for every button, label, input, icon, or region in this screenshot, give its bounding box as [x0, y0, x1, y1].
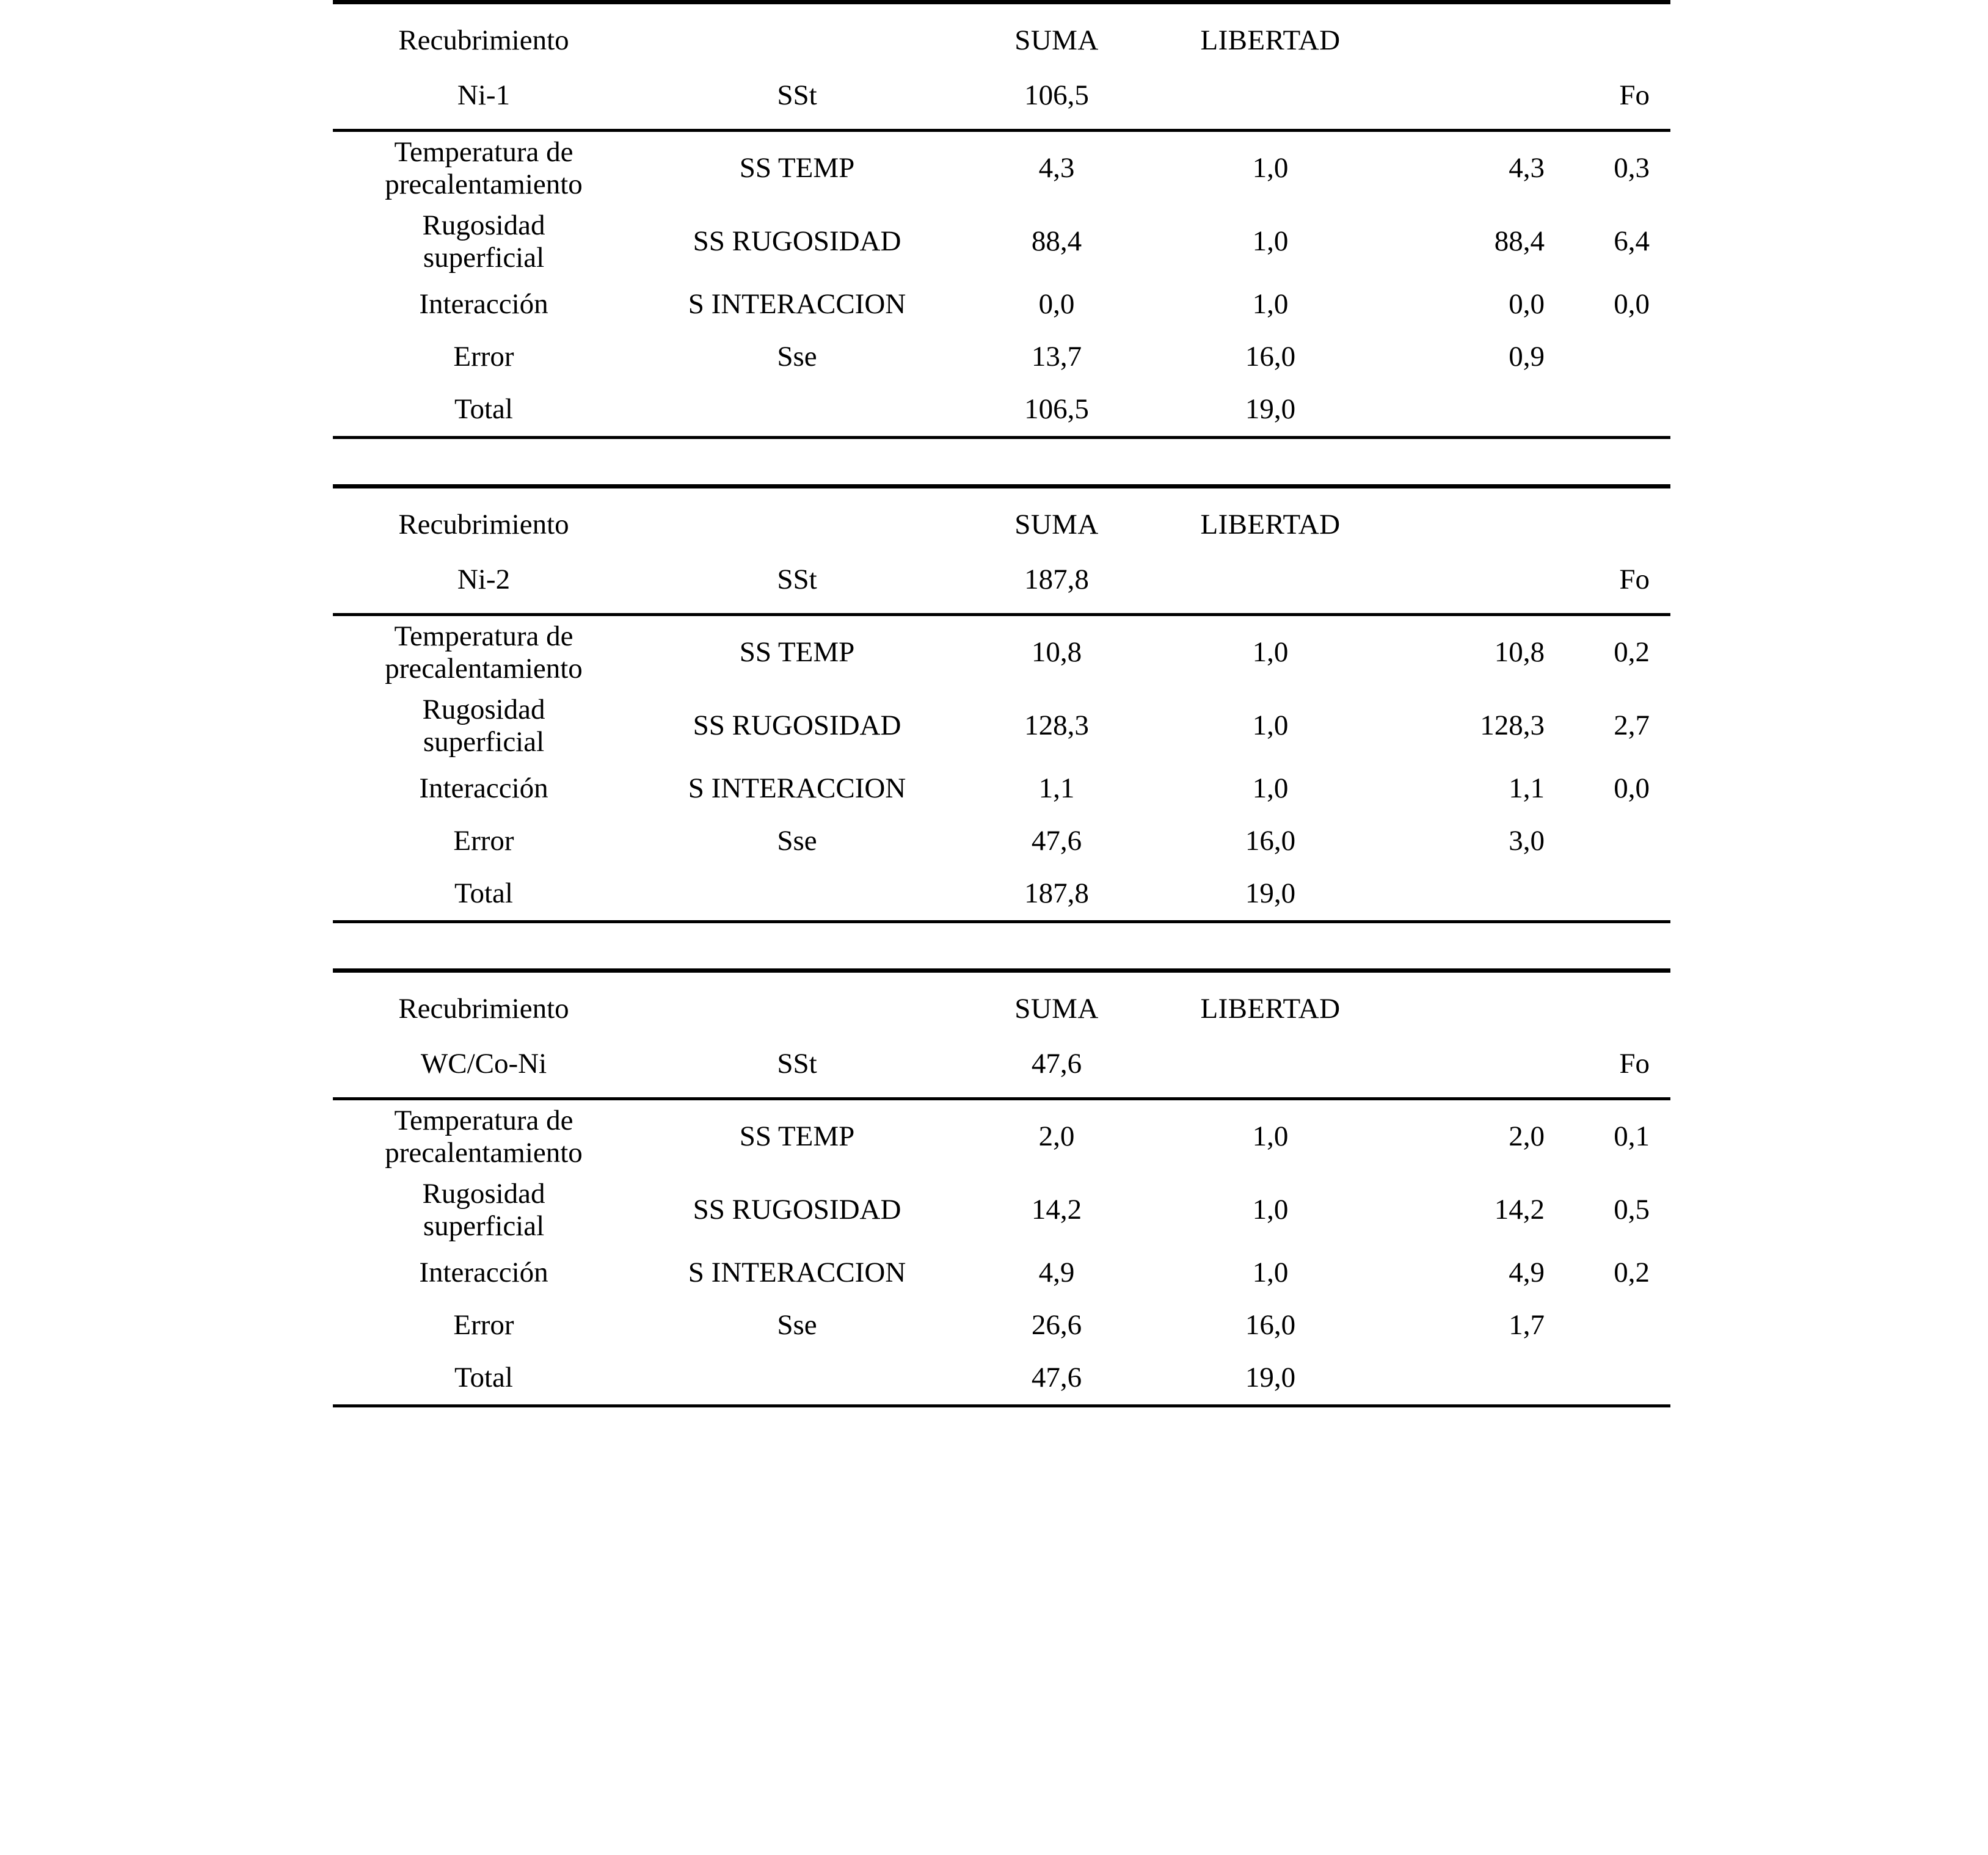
sst-suma-value: 187,8 [1024, 564, 1089, 596]
row-ms [1383, 868, 1567, 922]
anova-table-ni-1 [333, 0, 1670, 439]
sst-libertad-blank [1157, 553, 1383, 615]
row-label: Error [453, 1309, 514, 1341]
header-fo-blank [1567, 971, 1670, 1038]
table-title-line2: Ni-2 [457, 564, 511, 596]
table-title-line1: Recubrimiento [333, 487, 638, 554]
row-label-line2: precalentamiento [385, 169, 583, 200]
table-row [333, 815, 1670, 868]
row-label [333, 1099, 638, 1174]
row-suma: 47,6 [1031, 825, 1082, 857]
row-label-line1: Temperatura de [394, 136, 573, 169]
header-term-blank [638, 2, 956, 70]
row-term: S INTERACCION [688, 772, 906, 805]
row-libertad: 19,0 [1157, 1352, 1383, 1406]
row-suma: 47,6 [956, 1352, 1157, 1406]
table-row [333, 131, 1670, 206]
row-term: SS RUGOSIDAD [693, 225, 901, 258]
row-fo: 0,2 [1567, 615, 1670, 690]
row-suma: 128,3 [1024, 710, 1089, 742]
row-ms: 1,1 [1509, 772, 1545, 805]
anova-table-ni-2 [333, 484, 1670, 923]
row-label-line1: Rugosidad [422, 209, 545, 242]
row-ms: 10,8 [1383, 615, 1567, 690]
sst-term: SSt [777, 564, 817, 596]
row-ms [1383, 1352, 1567, 1406]
row-libertad: 1,0 [1252, 1194, 1289, 1226]
sst-libertad-blank [1157, 69, 1383, 131]
row-term: S INTERACCION [688, 288, 906, 321]
row-ms: 4,9 [1509, 1257, 1545, 1289]
row-fo [1567, 868, 1670, 922]
row-fo: 0,0 [1614, 288, 1650, 321]
row-fo [1567, 383, 1670, 438]
row-term: Sse [777, 1309, 817, 1341]
table-row [333, 615, 1670, 690]
row-suma: 13,7 [1031, 341, 1082, 373]
row-label: Interacción [419, 772, 548, 805]
row-ms: 0,9 [1509, 341, 1545, 373]
row-term: SS TEMP [638, 615, 956, 690]
row-libertad: 19,0 [1157, 868, 1383, 922]
table-row [333, 205, 1670, 278]
row-ms: 3,0 [1509, 825, 1545, 857]
header-ms-blank [1383, 2, 1567, 70]
table-gap [333, 439, 1670, 484]
sst-suma-value: 106,5 [1024, 79, 1089, 112]
table-row [333, 1299, 1670, 1352]
row-term: SS RUGOSIDAD [693, 1194, 901, 1226]
row-ms [1383, 383, 1567, 438]
table-title-line1: Recubrimiento [333, 971, 638, 1038]
table-title-line2: Ni-1 [457, 79, 511, 112]
row-term: Sse [777, 825, 817, 857]
table-title-line2: WC/Co-Ni [420, 1048, 547, 1080]
row-label-line1: Rugosidad [422, 1178, 545, 1210]
table-header-row-bottom [333, 553, 1670, 615]
row-suma: 2,0 [956, 1099, 1157, 1174]
sst-term: SSt [777, 1048, 817, 1080]
header-suma: SUMA [956, 487, 1157, 554]
table-row [333, 1174, 1670, 1247]
row-libertad: 19,0 [1157, 383, 1383, 438]
row-term [638, 868, 956, 922]
header-term-blank [638, 971, 956, 1038]
sst-ms-blank [1383, 1037, 1567, 1099]
row-fo: 2,7 [1614, 710, 1650, 742]
row-libertad: 1,0 [1157, 131, 1383, 206]
row-suma: 4,9 [1038, 1257, 1075, 1289]
row-libertad: 16,0 [1245, 341, 1296, 373]
row-label-line2: superficial [423, 1210, 545, 1242]
row-label: Total [333, 1352, 638, 1406]
header-suma: SUMA [956, 971, 1157, 1038]
header-libertad: LIBERTAD [1157, 2, 1383, 70]
row-fo: 0,3 [1567, 131, 1670, 206]
row-term: S INTERACCION [688, 1257, 906, 1289]
row-libertad: 1,0 [1252, 772, 1289, 805]
row-libertad: 1,0 [1252, 225, 1289, 258]
row-term: SS RUGOSIDAD [693, 710, 901, 742]
row-suma: 0,0 [1038, 288, 1075, 321]
row-fo: 0,5 [1614, 1194, 1650, 1226]
row-label-line2: superficial [423, 726, 545, 758]
row-term: SS TEMP [638, 1099, 956, 1174]
row-label-line1: Temperatura de [394, 1105, 573, 1137]
row-fo [1567, 331, 1670, 383]
row-label-line2: precalentamiento [385, 653, 583, 684]
row-ms: 1,7 [1509, 1309, 1545, 1341]
header-suma: SUMA [956, 2, 1157, 70]
row-fo: 0,0 [1614, 772, 1650, 805]
table-row [333, 1352, 1670, 1406]
row-libertad: 1,0 [1157, 615, 1383, 690]
table-header-row-top [333, 971, 1670, 1038]
row-fo: 0,1 [1567, 1099, 1670, 1174]
row-label-line1: Rugosidad [422, 694, 545, 726]
header-libertad: LIBERTAD [1157, 971, 1383, 1038]
row-fo: 6,4 [1614, 225, 1650, 258]
row-ms: 128,3 [1480, 710, 1545, 742]
anova-tables-stack [333, 0, 1670, 1407]
row-label [333, 131, 638, 206]
row-ms: 0,0 [1509, 288, 1545, 321]
table-header-row-top [333, 487, 1670, 554]
row-fo [1567, 1352, 1670, 1406]
table-row [333, 383, 1670, 438]
row-term: SS TEMP [638, 131, 956, 206]
row-label-line2: precalentamiento [385, 1137, 583, 1169]
row-fo [1567, 1299, 1670, 1352]
table-row [333, 1099, 1670, 1174]
row-ms: 2,0 [1383, 1099, 1567, 1174]
row-libertad: 1,0 [1252, 288, 1289, 321]
row-suma: 106,5 [956, 383, 1157, 438]
row-libertad: 1,0 [1252, 1257, 1289, 1289]
row-term [638, 1352, 956, 1406]
sst-suma-value: 47,6 [1031, 1048, 1082, 1080]
row-libertad: 16,0 [1245, 825, 1296, 857]
header-libertad: LIBERTAD [1157, 487, 1383, 554]
row-label [333, 205, 638, 278]
row-term: Sse [777, 341, 817, 373]
row-libertad: 1,0 [1252, 710, 1289, 742]
row-label: Total [333, 868, 638, 922]
table-row [333, 868, 1670, 922]
header-term-blank [638, 487, 956, 554]
table-row [333, 278, 1670, 331]
table-title-line1: Recubrimiento [333, 2, 638, 70]
row-suma: 88,4 [1031, 225, 1082, 258]
anova-table-wc-co-ni [333, 968, 1670, 1407]
table-row [333, 331, 1670, 383]
header-fo: Fo [1619, 1048, 1650, 1080]
row-ms: 4,3 [1383, 131, 1567, 206]
sst-ms-blank [1383, 69, 1567, 131]
header-fo: Fo [1619, 79, 1650, 112]
row-fo: 0,2 [1614, 1257, 1650, 1289]
sst-term: SSt [777, 79, 817, 112]
header-fo-blank [1567, 487, 1670, 554]
row-suma: 4,3 [956, 131, 1157, 206]
sst-ms-blank [1383, 553, 1567, 615]
table-row [333, 1247, 1670, 1299]
table-row [333, 689, 1670, 763]
row-libertad: 16,0 [1245, 1309, 1296, 1341]
row-suma: 14,2 [1031, 1194, 1082, 1226]
row-label [333, 615, 638, 690]
row-suma: 187,8 [956, 868, 1157, 922]
row-label: Interacción [419, 288, 548, 321]
row-suma: 10,8 [956, 615, 1157, 690]
row-label: Error [453, 341, 514, 373]
header-ms-blank [1383, 971, 1567, 1038]
row-label [333, 689, 638, 763]
table-gap [333, 923, 1670, 968]
row-suma: 26,6 [1031, 1309, 1082, 1341]
header-fo-blank [1567, 2, 1670, 70]
table-row [333, 763, 1670, 815]
header-fo: Fo [1619, 564, 1650, 596]
row-suma: 1,1 [1038, 772, 1075, 805]
row-label-line2: superficial [423, 242, 545, 274]
row-ms: 88,4 [1494, 225, 1545, 258]
row-label: Total [333, 383, 638, 438]
row-label: Interacción [419, 1257, 548, 1289]
row-label: Error [453, 825, 514, 857]
row-term [638, 383, 956, 438]
sst-libertad-blank [1157, 1037, 1383, 1099]
table-header-row-bottom [333, 69, 1670, 131]
row-libertad: 1,0 [1157, 1099, 1383, 1174]
table-header-row-bottom [333, 1037, 1670, 1099]
row-ms: 14,2 [1494, 1194, 1545, 1226]
header-ms-blank [1383, 487, 1567, 554]
row-label [333, 1174, 638, 1247]
row-fo [1567, 815, 1670, 868]
table-header-row-top [333, 2, 1670, 70]
row-label-line1: Temperatura de [394, 620, 573, 653]
